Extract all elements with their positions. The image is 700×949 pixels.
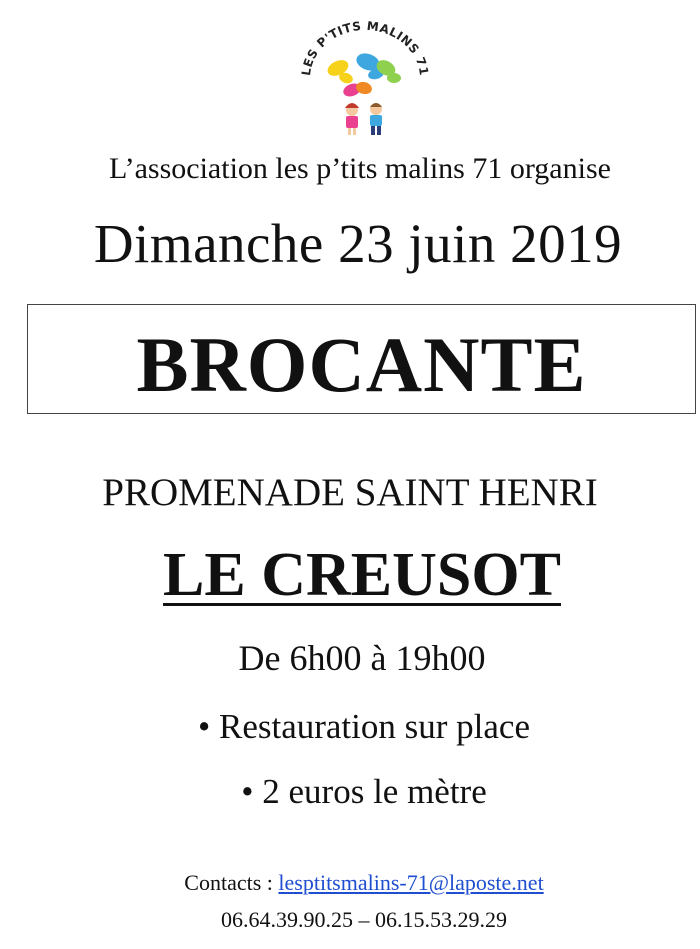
intro-text: L’association les p’tits malins 71 organise <box>109 152 611 185</box>
event-hours: De 6h00 à 19h00 <box>238 638 486 678</box>
contacts-line <box>14 870 700 896</box>
contact-email-link[interactable]: lesptitsmalins-71@laposte.net <box>278 870 544 895</box>
event-title: BROCANTE <box>136 321 587 408</box>
bullet-item: • 2 euros le mètre <box>241 772 487 811</box>
logo-text: LES P'TITS MALINS 71 <box>298 18 432 77</box>
contacts-label: Contacts : <box>184 870 279 895</box>
contact-phones: 06.64.39.90.25 – 06.15.53.29.29 <box>221 907 507 932</box>
event-city-line <box>12 540 700 611</box>
event-date: Dimanche 23 juin 2019 <box>93 213 623 274</box>
event-city: LE CREUSOT <box>163 541 561 609</box>
child-boy-icon <box>370 103 382 135</box>
event-title-box <box>27 304 696 414</box>
association-logo <box>290 18 440 138</box>
child-girl-icon <box>345 103 359 135</box>
butterfly-icon <box>325 57 354 85</box>
event-place: PROMENADE SAINT HENRI <box>102 471 598 514</box>
bullet-item: • Restauration sur place <box>197 707 530 746</box>
